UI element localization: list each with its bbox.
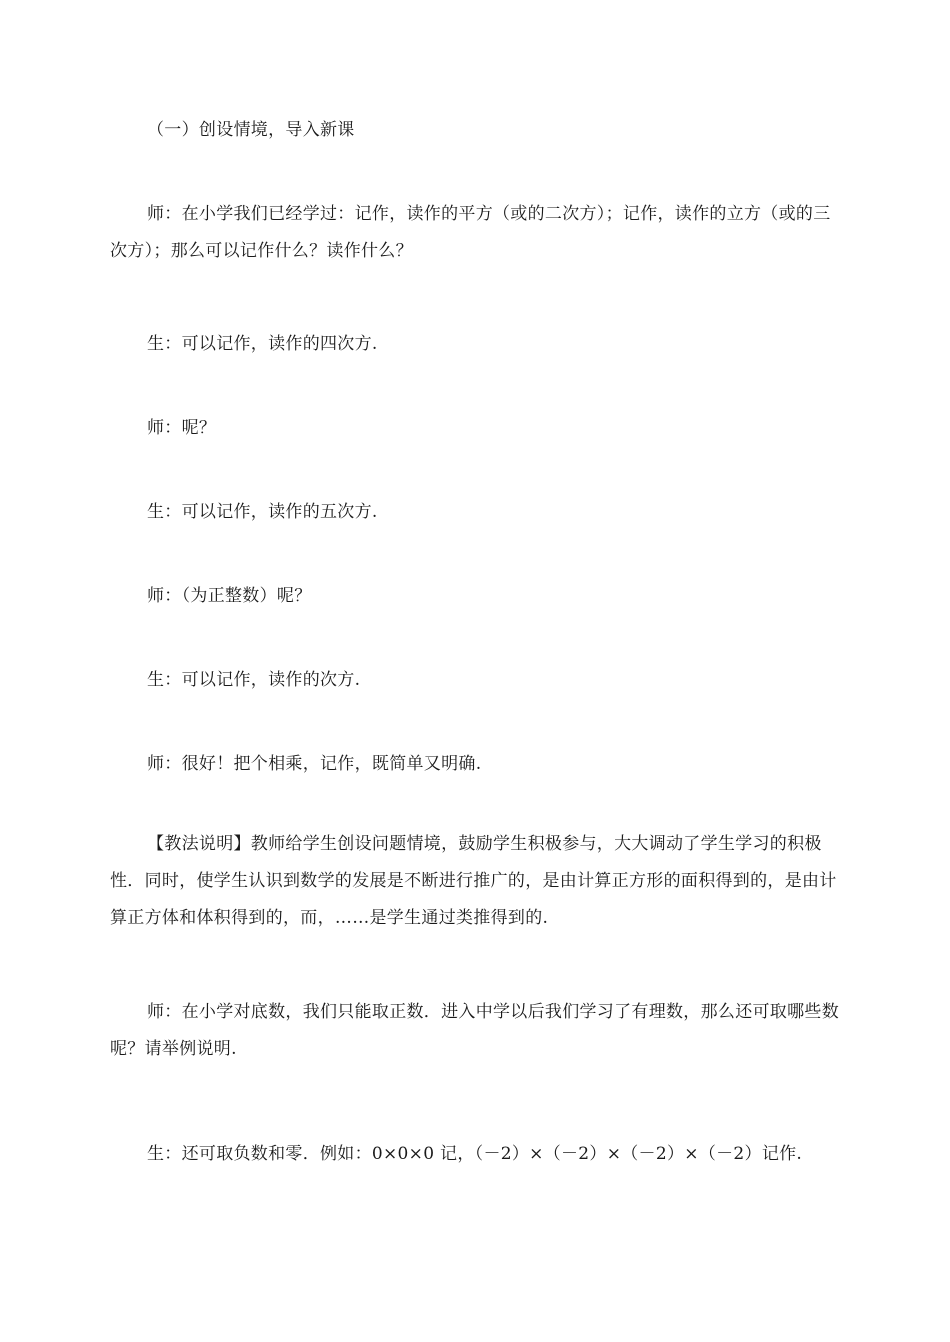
student-line-2: 生：可以记作，读作的五次方. bbox=[147, 502, 378, 522]
student-line-1: 生：可以记作，读作的四次方. bbox=[147, 334, 378, 354]
teacher-line-4: 师：很好！把个相乘，记作，既简单又明确. bbox=[147, 754, 482, 774]
teacher-line-3: 师：（为正整数）呢？ bbox=[147, 586, 312, 606]
student-line-3: 生：可以记作，读作的次方. bbox=[147, 670, 361, 690]
teaching-method-note: 【教法说明】教师给学生创设问题情境，鼓励学生积极参与，大大调动了学生学习的积极性．同时，使学生认识到数学的发展是不断进行推广的，是由计算正方形的面积得到的，是由计算正方体和体积得到的，而，……是学生通过类推得到的. bbox=[110, 834, 837, 928]
student-line-4: 生：还可取负数和零．例如：0×0×0 记，（－2）×（－2）×（－2）×（－2）记作. bbox=[147, 1144, 803, 1164]
teacher-line-1: 师：在小学我们已经学过：记作，读作的平方（或的二次方）；记作，读作的立方（或的三次方）；那么可以记作什么？读作什么？ bbox=[110, 204, 831, 261]
teacher-line-5: 师：在小学对底数，我们只能取正数．进入中学以后我们学习了有理数，那么还可取哪些数呢？请举例说明. bbox=[110, 1002, 839, 1059]
section-heading: （一）创设情境，导入新课 bbox=[147, 120, 355, 140]
teacher-line-2: 师：呢？ bbox=[147, 418, 217, 438]
